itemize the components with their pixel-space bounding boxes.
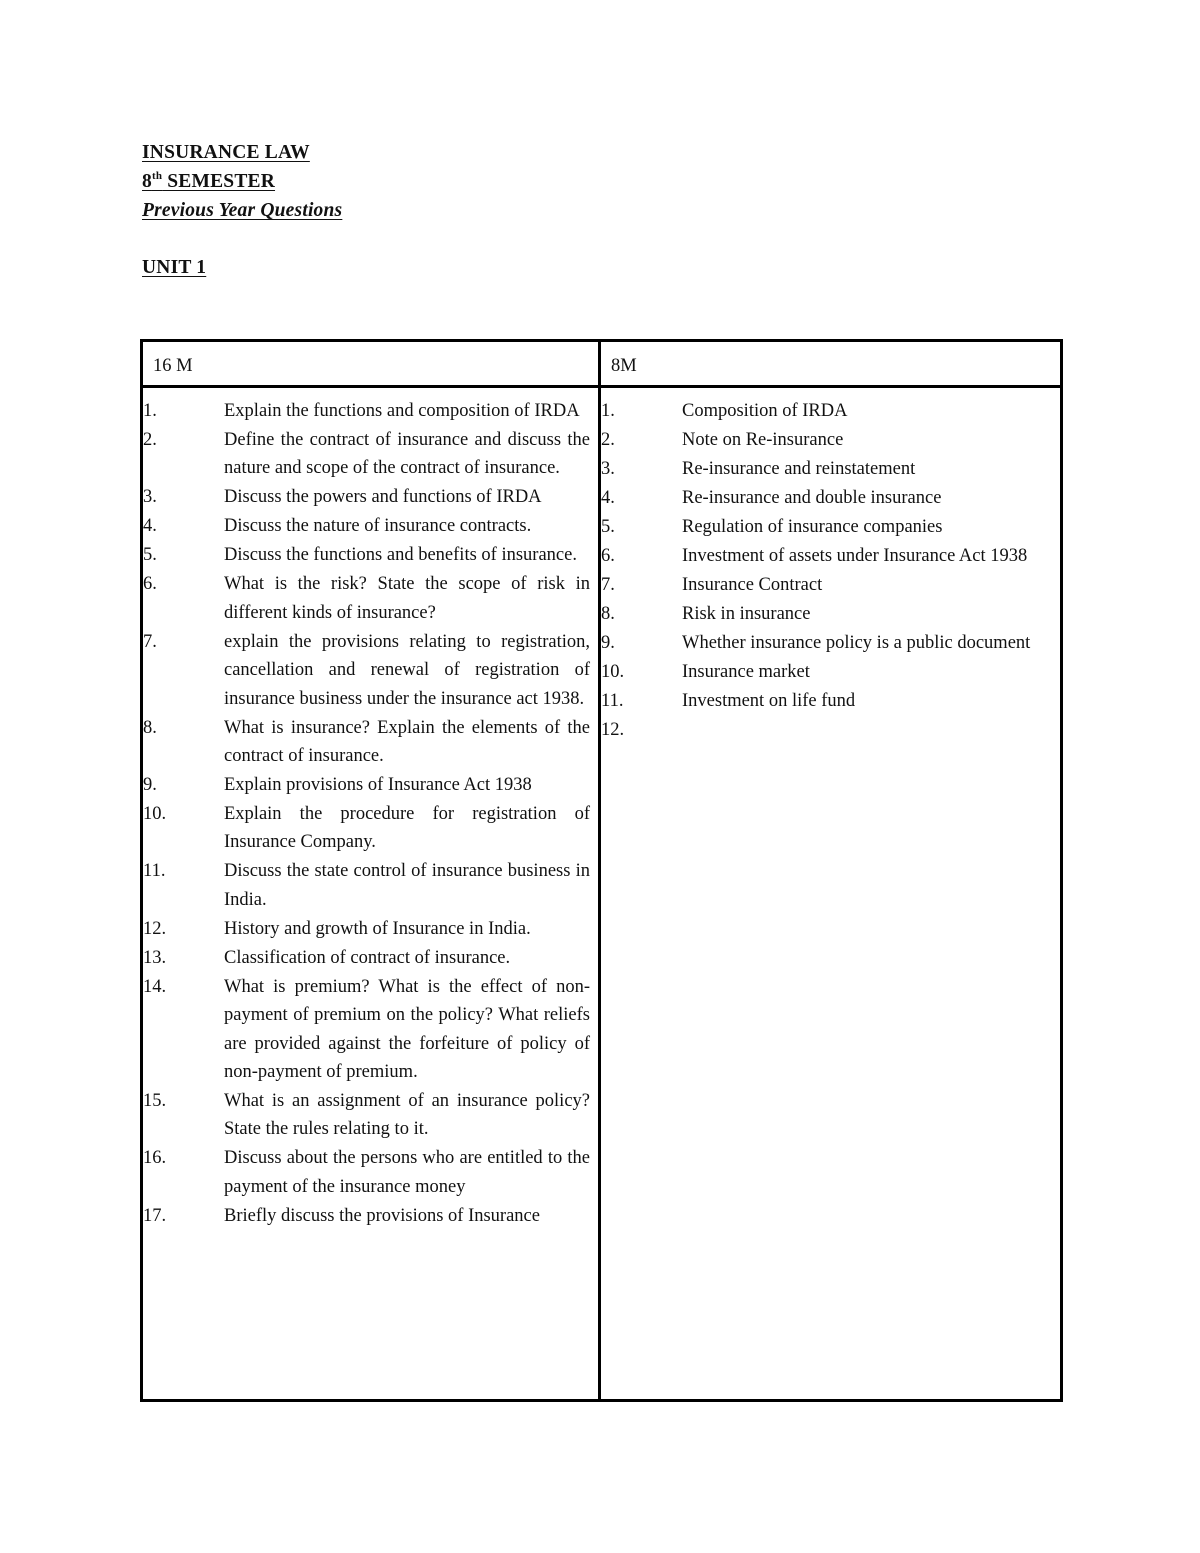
unit-heading: UNIT 1 — [142, 257, 207, 278]
long-question-item — [143, 628, 590, 713]
item-text: Note on Re-insurance — [682, 430, 844, 450]
item-text: Risk in insurance — [682, 604, 811, 624]
long-question-item — [143, 771, 590, 799]
item-text: Investment on life fund — [682, 691, 856, 711]
item-number: 14. — [143, 976, 167, 997]
long-question-item — [143, 426, 590, 483]
item-text: Re-insurance and double insurance — [682, 488, 942, 508]
long-question-item — [143, 973, 590, 1087]
item-text: Insurance market — [682, 662, 810, 682]
long-question-item — [143, 915, 590, 943]
item-text: Discuss about the persons who are entitled to the payment of the insurance money — [224, 1148, 590, 1197]
header-8-marks: 8M — [600, 341, 1062, 387]
item-number: 10. — [601, 662, 625, 682]
item-text: Define the contract of insurance and discuss the nature and scope of the contract of insurance. — [224, 430, 590, 479]
short-question-item — [601, 513, 1052, 541]
item-number: 8. — [601, 604, 615, 624]
item-number: 6. — [601, 546, 615, 566]
item-number: 3. — [143, 487, 157, 508]
header-16-marks: 16 M — [142, 341, 600, 387]
item-text: What is insurance? Explain the elements of the contract of insurance. — [224, 717, 590, 767]
item-number: 13. — [143, 947, 167, 968]
semester-number: 8 — [142, 171, 152, 192]
item-number: 8. — [143, 717, 157, 738]
item-text: Classification of contract of insurance. — [224, 947, 511, 968]
item-number: 12. — [601, 720, 625, 740]
item-number: 4. — [143, 516, 157, 537]
table-header-row — [142, 341, 1062, 387]
long-questions-cell — [142, 387, 600, 1401]
short-question-item — [601, 629, 1052, 657]
item-number: 15. — [143, 1091, 167, 1112]
item-text: Explain provisions of Insurance Act 1938 — [224, 775, 532, 796]
item-text: Investment of assets under Insurance Act 1938 — [682, 546, 1028, 566]
short-question-item — [601, 397, 1052, 425]
short-question-item — [601, 426, 1052, 454]
item-text: Discuss the state control of insurance business in India. — [224, 861, 590, 910]
item-number: 2. — [601, 430, 615, 450]
item-text: Briefly discuss the provisions of Insurance — [224, 1205, 540, 1226]
item-number: 11. — [601, 691, 624, 711]
item-text: What is an assignment of an insurance policy? State the rules relating to it. — [224, 1091, 590, 1140]
long-question-item — [143, 1087, 590, 1144]
short-question-item — [601, 600, 1052, 628]
long-question-item — [143, 397, 590, 425]
item-text: Explain the procedure for registration of Insurance Company. — [224, 804, 590, 853]
item-number: 1. — [143, 401, 157, 421]
item-text: Discuss the nature of insurance contracts. — [224, 516, 532, 537]
item-text: History and growth of Insurance in India. — [224, 918, 531, 939]
item-number: 12. — [143, 918, 167, 939]
item-number: 2. — [143, 430, 157, 450]
item-number: 9. — [143, 775, 157, 796]
long-question-item — [143, 800, 590, 857]
questions-table — [140, 339, 1063, 1402]
long-question-item — [143, 483, 590, 511]
semester-suffix: th — [151, 169, 163, 182]
item-text: Whether insurance policy is a public document — [682, 633, 1031, 653]
item-number: 11. — [143, 861, 166, 882]
short-question-item — [601, 484, 1052, 512]
item-text: Explain the functions and composition of IRDA — [224, 401, 580, 421]
short-questions-cell — [600, 387, 1062, 1401]
item-text: Insurance Contract — [682, 575, 823, 595]
item-number: 9. — [601, 633, 615, 653]
item-number: 1. — [601, 401, 615, 421]
long-question-item — [143, 541, 590, 569]
short-question-item — [601, 658, 1052, 686]
long-question-item — [143, 570, 590, 627]
item-number: 6. — [143, 574, 157, 595]
table-body-row — [142, 387, 1062, 1401]
long-questions-list — [143, 388, 598, 1230]
long-question-item — [143, 944, 590, 972]
long-question-item — [143, 1144, 590, 1201]
document-subtitle: Previous Year Questions — [142, 200, 343, 221]
short-question-item — [601, 571, 1052, 599]
item-number: 5. — [601, 517, 615, 537]
item-number: 17. — [143, 1205, 167, 1226]
item-text: Regulation of insurance companies — [682, 517, 943, 537]
item-number: 10. — [143, 804, 167, 825]
short-question-item — [601, 542, 1052, 570]
short-questions-list — [601, 388, 1060, 740]
item-text: What is the risk? State the scope of risk in different kinds of insurance? — [224, 574, 590, 623]
item-text: Composition of IRDA — [682, 401, 848, 421]
item-number: 4. — [601, 488, 615, 508]
long-question-item — [143, 857, 590, 914]
item-number: 16. — [143, 1148, 167, 1169]
item-number: 3. — [601, 459, 615, 479]
item-text: Discuss the functions and benefits of insurance. — [224, 545, 577, 566]
short-question-item — [601, 455, 1052, 483]
item-number: 7. — [143, 631, 157, 652]
item-text: What is premium? What is the effect of non-payment of premium on the policy? What reliefs are provided against the forfeiture of policy of non-payment of premium. — [224, 976, 590, 1083]
item-text: Re-insurance and reinstatement — [682, 459, 916, 479]
document-title: INSURANCE LAW — [142, 142, 310, 163]
semester-heading — [142, 171, 275, 193]
short-question-item — [601, 687, 1052, 715]
long-question-item — [143, 714, 590, 771]
item-text: explain the provisions relating to registration, cancellation and renewal of registration of insurance business under the insurance act 1938. — [224, 631, 590, 709]
long-question-item — [143, 512, 590, 540]
item-text: Discuss the powers and functions of IRDA — [224, 487, 542, 508]
item-number: 7. — [601, 575, 615, 595]
semester-word: SEMESTER — [162, 171, 276, 192]
long-question-item — [143, 1202, 590, 1230]
item-number: 5. — [143, 545, 157, 566]
